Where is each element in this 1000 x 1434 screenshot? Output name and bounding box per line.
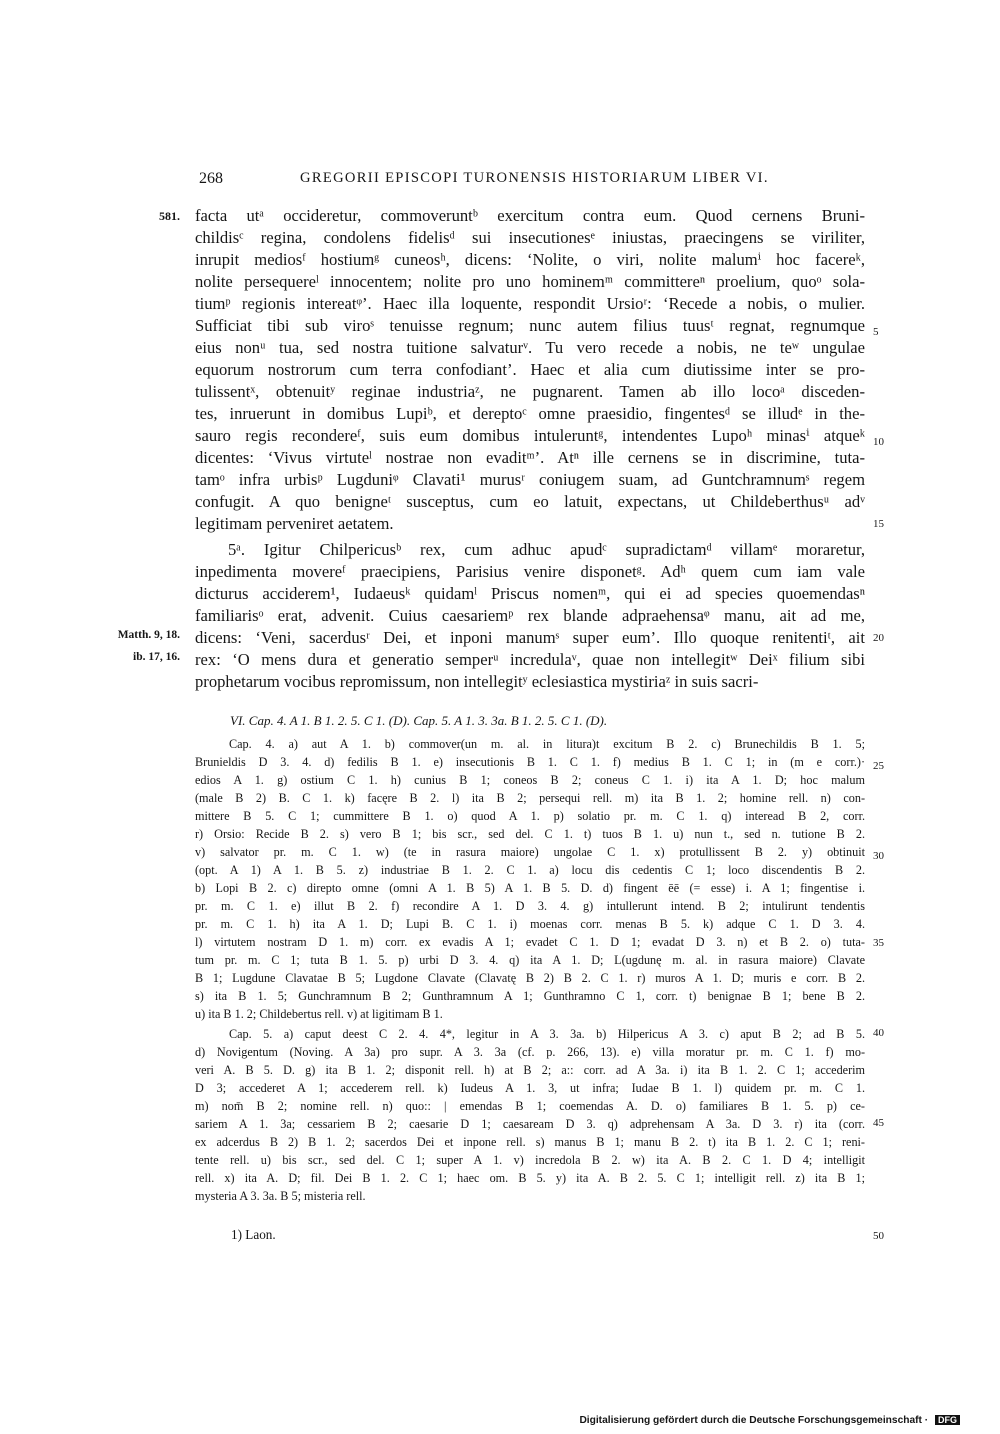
apparatus-line: (opt. A 1) A 1. B 5. z) industriae B 1. 2. C 1. a) locu dis cedentis C 1; loco discendentis B 2. xyxy=(195,863,865,877)
apparatus-line: Cap. 5. a) caput deest C 2. 4. 4*, legitur in A 3. 3a. b) Hilpericus A 3. c) aput B 2; ad B 5. xyxy=(229,1027,865,1041)
apparatus-line: b) Lopi B 2. c) direpto omne (omni A 1. B 5) A 1. B 5. D. d) fingent ēē (= esse) i. A 1; fingentise i. xyxy=(195,881,865,895)
line-number: 30 xyxy=(873,850,884,862)
text-line: Sufficiat tibi sub viroˢ tenuisse regnum; nunc autem filius tuusᵗ regnat, regnumque xyxy=(195,316,865,335)
text-line: 5ᵃ. Igitur Chilpericusᵇ rex, cum adhuc apudᶜ supradictamᵈ villamᵉ moraretur, xyxy=(228,540,865,559)
text-line: tamᵒ infra urbisᵖ Lugduniᵠ Clavati¹ murusʳ coniugem suam, ad Guntchramnumˢ regem xyxy=(195,470,865,489)
text-line: dicens: ‘Veni, sacerdusʳ Dei, et inponi manumˢ super eum’. Illo quoque renitentiᵗ, ait xyxy=(195,628,865,647)
apparatus-line: d) Novigentum (Noving. A 3a) pro supr. A 3. 3a (cf. p. 266, 13). e) villa moratur pr. m. C 1. f) mo- xyxy=(195,1045,865,1059)
apparatus-line: sariem A 1. 3a; cessariem B 2; caesarie D 1; caesaream D 3. q) adprehensam A 3a. D 3. r) ita (corr. xyxy=(195,1117,865,1131)
text-line: childisᶜ regina, condolens fidelisᵈ sui insecutionesᵉ iniustas, praecingens se viriliter, xyxy=(195,228,865,247)
apparatus-line: tente rell. u) bis scr., sed del. C 1; super A 1. v) incredola B 2. w) ita A. B 2. C 1. D 4; intelligit xyxy=(195,1153,865,1167)
apparatus-line: veri A. B 5. D. g) ita B 1. 2; disponit rell. h) at B 2; a:: corr. ad A 3a. i) ita B 1. 2. C 1; accederim xyxy=(195,1063,865,1077)
margin-year: 581. xyxy=(159,209,180,223)
credit-text: Digitalisierung gefördert durch die Deutsche Forschungsgemeinschaft xyxy=(579,1415,922,1426)
apparatus-line: tum pr. m. C 1; tuta B 1. 5. p) urbi D 3. 4. q) ita A 1. D; L(ugdunę m. al. in rasura maiore) Clavate xyxy=(195,953,865,967)
text-line: confugit. A quo benigneᵗ susceptus, cum eo latuit, expectans, ut Childeberthusᵘ adᵛ xyxy=(195,492,865,511)
apparatus-line: (male B 2) B. C 1. k) facęre B 2. l) ita B 2; persequi rell. m) ita B 1. 2; homine rell. n) con- xyxy=(195,791,865,805)
apparatus-line: r) Orsio: Recide B 2. s) vero B 1; bis scr., sed del. C 1. t) tuos B 1. u) nun t., sed n. tutione B 2. xyxy=(195,827,865,841)
line-number: 50 xyxy=(873,1230,884,1242)
line-number: 5 xyxy=(873,326,879,338)
apparatus-line: pr. m. C 1. h) ita A 1. D; Lupi B. C 1. i) moenas corr. menas B 5. k) adque C 1. D 3. 4. xyxy=(195,917,865,931)
apparatus-line: Brunieldis D 3. 4. d) fedilis B 1. e) insecutionis B 1. C 1. f) medius B 1. C 1; in (m e corr.)· xyxy=(195,755,865,769)
text-line: inpedimenta movereᶠ praecipiens, Parisius venire disponetᵍ. Adʰ quem cum iam vale xyxy=(195,562,865,581)
margin-reference: Matth. 9, 18. xyxy=(117,629,180,641)
digitization-credit: Digitalisierung gefördert durch die Deutsche Forschungsgemeinschaft · DFG xyxy=(579,1415,960,1426)
apparatus-line: mysteria A 3. 3a. B 5; misteria rell. xyxy=(195,1189,366,1203)
apparatus-line: B 1; Lugdune Clavatae B 5; Lugdone Clavate (Clavatę B 2) B 2. C 1. r) muros A 1. D; muris e corr. B 2. xyxy=(195,971,865,985)
text-line: rex: ‘O mens dura et generatio semperᵘ incredulaᵛ, quae non intellegitʷ Deiˣ filium sibi xyxy=(195,650,865,669)
margin-reference: ib. 17, 16. xyxy=(133,651,180,663)
apparatus-line: rell. x) ita A. D; fil. Dei B 1. 2. C 1; haec om. B 5. y) ita A. B 2. 5. C 1; intelligit rell. z) ita B 1; xyxy=(195,1171,865,1185)
text-line: eius nonᵘ tua, sed nostra tuitione salvaturᵛ. Tu vero recede a nobis, ne teʷ ungulae xyxy=(195,338,865,357)
text-line: dicentes: ‘Vivus virtuteˡ nostrae non evaditᵐ’. Atⁿ ille cernens se in discrimine, tuta- xyxy=(195,448,865,467)
text-line: equorum nostrorum cum terra confodiant’. Haec et alia cum diutissime inter se pro- xyxy=(195,360,865,379)
apparatus-line: m) nom̄ B 2; nomine rell. n) quo:: | emendas B 1; coemendas A. D. o) familiares B 1. 5. p) ce- xyxy=(195,1099,865,1113)
apparatus-line: pr. m. C 1. e) illut B 2. f) recondire A 1. D 3. 4. g) intullerunt intend. B 2; intulirunt tendentis xyxy=(195,899,865,913)
page-header xyxy=(0,170,1000,192)
running-title: GREGORII EPISCOPI TURONENSIS HISTORIARUM LIBER VI. xyxy=(300,170,769,186)
apparatus-line: v) salvator pr. m. C 1. w) (te in rasura maiore) ungolae C 1. x) protullissent B 2. y) obtinuit xyxy=(195,845,865,859)
text-line: familiarisᵒ erat, advenit. Cuius caesariemᵖ rex blande adpraehensaᵠ manu, ait ad me, xyxy=(195,606,865,625)
line-number: 40 xyxy=(873,1027,884,1039)
text-line: tulissentˣ, obtenuitʸ reginae industriaᶻ, ne pugnarent. Tamen ab illo locoᵃ disceden- xyxy=(195,382,865,401)
witness-list: VI. Cap. 4. A 1. B 1. 2. 5. C 1. (D). Cap. 5. A 1. 3. 3a. B 1. 2. 5. C 1. (D). xyxy=(230,713,608,728)
line-number: 25 xyxy=(873,760,884,772)
apparatus-line: Cap. 4. a) aut A 1. b) commover(un m. al. in litura)t excitum B 2. c) Brunechildis B 1. 5; xyxy=(229,737,865,751)
text-line: facta utᵃ occideretur, commoveruntᵇ exercitum contra eum. Quod cernens Bruni- xyxy=(195,206,865,225)
apparatus-line: D 3; accederet A 1; accederem rell. k) Iudeus A 1. 3, ut infra; Iudae B 1. l) quidem pr. m. C 1. xyxy=(195,1081,865,1095)
apparatus-line: ex adcerdus B 2) B 1. 2; sacerdos Dei et inpone rell. s) manus B 1; manu B 2. t) ita B 1. 2. C 1; reni- xyxy=(195,1135,865,1149)
line-number: 15 xyxy=(873,518,884,530)
text-line: dicturus acciderem¹, Iudaeusᵏ quidamˡ Priscus nomenᵐ, qui ei ad species quoemendasⁿ xyxy=(195,584,865,603)
text-line: tiumᵖ regionis intereatᵠ’. Haec illa loquente, respondit Ursioʳ: ‘Recede a nobis, o mulier. xyxy=(195,294,865,313)
line-number: 10 xyxy=(873,436,884,448)
line-number: 35 xyxy=(873,937,884,949)
apparatus-line: l) virtutem nostram D 1. m) corr. ex evadis A 1; evadet C 1. D 1; evadat D 3. n) et B 2. o) tuta- xyxy=(195,935,865,949)
page-number: 268 xyxy=(199,170,223,187)
apparatus-line: s) ita B 1. 5; Gunchramnum B 2; Gunthramnum A 1; Gunthramno C 1, corr. t) benignae B 1; bene B 2. xyxy=(195,989,865,1003)
dfg-logo: DFG xyxy=(935,1415,960,1425)
text-line: legitimam perveniret aetatem. xyxy=(195,514,394,533)
text-line: inrupit mediosᶠ hostiumᵍ cuneosʰ, dicens: ‘Nolite, o viri, nolite malumⁱ hoc facereᵏ, xyxy=(195,250,865,269)
apparatus-line: mittere B 5. C 1; cummittere B 1. o) quod A 1. p) solatio pr. m. C 1. q) interead B 2, corr. xyxy=(195,809,865,823)
apparatus-line: u) ita B 1. 2; Childebertus rell. v) at ligitimam B 1. xyxy=(195,1007,443,1021)
footnote xyxy=(231,1227,276,1243)
apparatus-line: edios A 1. g) ostium C 1. h) cunius B 1; coneos B 2; coneus C 1. i) ita A 1. D; hoc malum xyxy=(195,773,865,787)
text-line: sauro regis recondereᶠ, suis eum domibus intuleruntᵍ, intendentes Lupoʰ minasⁱ atqueᵏ xyxy=(195,426,865,445)
footnote-text: 1) Laon. xyxy=(231,1227,276,1242)
text-line: prophetarum vocibus repromissum, non intellegitʸ eclesiastica mystiriaᶻ in suis sacri- xyxy=(195,672,759,691)
text-line: nolite persequereˡ innocentem; nolite pro uno hominemᵐ committereⁿ proelium, quoᵒ sola- xyxy=(195,272,865,291)
text-line: tes, inruerunt in domibus Lupiᵇ, et dereptoᶜ omne praesidio, fingentesᵈ se illudᵉ in the- xyxy=(195,404,865,423)
line-number: 45 xyxy=(873,1117,884,1129)
line-number: 20 xyxy=(873,632,884,644)
